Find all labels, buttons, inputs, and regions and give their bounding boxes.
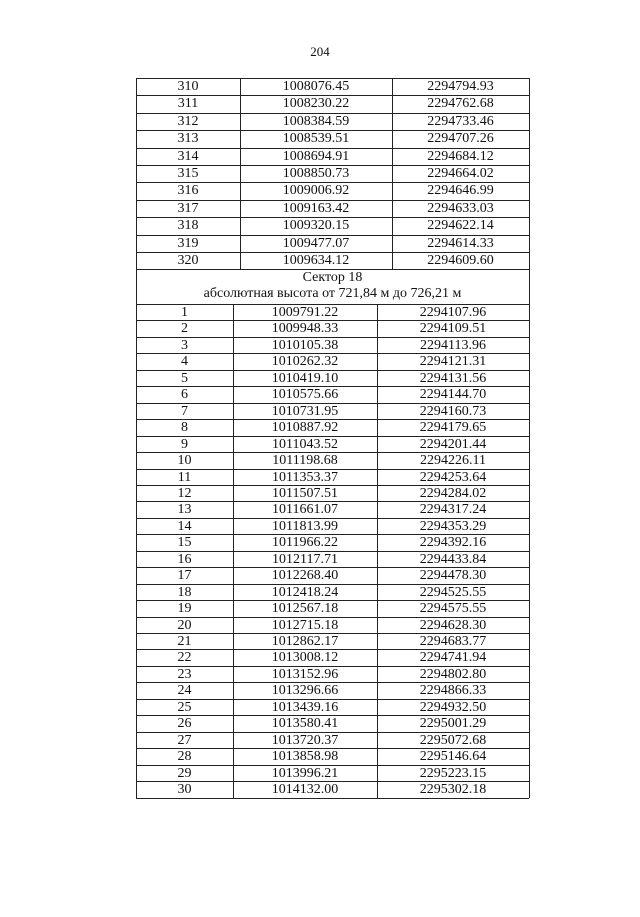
table-rule [136, 798, 529, 799]
cell-point-number: 17 [177, 568, 192, 584]
cell-x-coordinate: 1009948.33 [271, 321, 339, 337]
cell-x-coordinate: 1011966.22 [272, 535, 338, 551]
cell-point-number: 10 [177, 453, 192, 469]
cell-y-coordinate: 2294614.33 [427, 235, 494, 251]
cell-x-coordinate: 1013720.37 [271, 732, 339, 748]
cell-x-coordinate: 1013439.16 [271, 699, 339, 715]
cell-y-coordinate: 2294733.46 [427, 113, 494, 129]
cell-point-number: 25 [177, 699, 192, 715]
cell-y-coordinate: 2294253.64 [419, 469, 487, 485]
cell-x-coordinate: 1010105.38 [271, 337, 339, 353]
cell-x-coordinate: 1011353.37 [272, 469, 338, 485]
cell-point-number: 28 [177, 749, 192, 765]
cell-y-coordinate: 2294179.65 [419, 420, 487, 436]
cell-point-number: 320 [177, 253, 199, 268]
cell-y-coordinate: 2294683.77 [419, 634, 487, 649]
table-column-rule [136, 78, 137, 269]
table-column-rule [377, 304, 378, 798]
table-column-rule [136, 304, 137, 798]
cell-x-coordinate: 1008230.22 [282, 96, 350, 112]
cell-y-coordinate: 2295302.18 [419, 782, 487, 798]
cell-y-coordinate: 2294284.02 [419, 485, 487, 501]
cell-x-coordinate: 1011198.68 [272, 453, 338, 469]
cell-y-coordinate: 2294628.30 [419, 617, 487, 633]
table-column-rule [529, 269, 530, 304]
cell-y-coordinate: 2294392.16 [419, 535, 487, 551]
cell-point-number: 27 [177, 732, 192, 748]
cell-x-coordinate: 1008694.91 [282, 148, 350, 164]
cell-x-coordinate: 1009320.15 [282, 218, 350, 234]
cell-y-coordinate: 2294160.73 [419, 403, 487, 419]
cell-point-number: 313 [177, 131, 199, 147]
cell-point-number: 316 [177, 183, 199, 199]
cell-x-coordinate: 1008850.73 [282, 166, 350, 181]
cell-x-coordinate: 1011813.99 [272, 518, 338, 534]
cell-point-number: 22 [177, 650, 192, 666]
cell-y-coordinate: 2294684.12 [427, 148, 494, 164]
cell-point-number: 2 [181, 321, 188, 337]
cell-x-coordinate: 1014132.00 [271, 782, 339, 798]
cell-point-number: 14 [177, 518, 192, 534]
cell-y-coordinate: 2294664.02 [427, 166, 494, 181]
cell-y-coordinate: 2294866.33 [419, 683, 487, 699]
cell-point-number: 310 [177, 79, 199, 94]
cell-y-coordinate: 2294113.96 [420, 337, 486, 353]
cell-y-coordinate: 2295223.15 [419, 765, 487, 781]
table-column-rule [240, 78, 241, 269]
cell-x-coordinate: 1009634.12 [282, 253, 350, 268]
cell-x-coordinate: 1013152.96 [271, 666, 339, 682]
cell-y-coordinate: 2295146.64 [419, 749, 487, 765]
cell-y-coordinate: 2294317.24 [419, 502, 487, 518]
cell-point-number: 30 [177, 782, 192, 798]
cell-x-coordinate: 1010731.95 [271, 403, 339, 419]
cell-x-coordinate: 1011043.52 [272, 436, 338, 452]
cell-x-coordinate: 1012715.18 [271, 617, 339, 633]
cell-y-coordinate: 2294226.11 [420, 453, 486, 469]
cell-x-coordinate: 1012418.24 [271, 584, 339, 600]
cell-x-coordinate: 1012268.40 [271, 568, 339, 584]
cell-point-number: 15 [177, 535, 192, 551]
cell-y-coordinate: 2294707.26 [427, 131, 494, 147]
cell-point-number: 21 [177, 634, 192, 649]
cell-x-coordinate: 1009791.22 [271, 305, 339, 320]
cell-x-coordinate: 1010887.92 [271, 420, 339, 436]
cell-y-coordinate: 2294353.29 [419, 518, 487, 534]
cell-y-coordinate: 2294622.14 [427, 218, 494, 234]
cell-x-coordinate: 1008539.51 [282, 131, 350, 147]
cell-point-number: 13 [177, 502, 192, 518]
cell-x-coordinate: 1013580.41 [271, 716, 339, 732]
cell-y-coordinate: 2294802.80 [419, 666, 487, 682]
cell-point-number: 18 [177, 584, 192, 600]
cell-x-coordinate: 1010262.32 [271, 354, 339, 370]
cell-y-coordinate: 2294121.31 [419, 354, 487, 370]
table-column-rule [392, 78, 393, 269]
cell-y-coordinate: 2294109.51 [419, 321, 487, 337]
cell-point-number: 312 [177, 113, 199, 129]
cell-y-coordinate: 2294478.30 [419, 568, 487, 584]
cell-point-number: 4 [181, 354, 188, 370]
cell-x-coordinate: 1013858.98 [271, 749, 339, 765]
cell-point-number: 318 [177, 218, 199, 234]
cell-x-coordinate: 1013008.12 [271, 650, 339, 666]
cell-y-coordinate: 2294433.84 [419, 551, 487, 567]
cell-x-coordinate: 1012862.17 [271, 634, 339, 649]
cell-point-number: 319 [177, 235, 199, 251]
page-number: 204 [310, 44, 330, 59]
cell-x-coordinate: 1009163.42 [282, 200, 350, 216]
cell-y-coordinate: 2294646.99 [427, 183, 494, 199]
cell-point-number: 11 [177, 469, 192, 485]
cell-x-coordinate: 1011661.07 [272, 502, 338, 518]
cell-point-number: 1 [181, 305, 188, 320]
cell-point-number: 5 [181, 370, 188, 386]
cell-point-number: 29 [177, 765, 192, 781]
cell-y-coordinate: 2294575.55 [419, 601, 487, 617]
cell-point-number: 16 [177, 551, 192, 567]
cell-x-coordinate: 1012567.18 [271, 601, 339, 617]
cell-x-coordinate: 1010419.10 [271, 370, 339, 386]
cell-point-number: 3 [181, 337, 188, 353]
cell-point-number: 9 [181, 436, 188, 452]
sector-title: Сектор 18 [302, 270, 363, 285]
cell-x-coordinate: 1012117.71 [272, 551, 338, 567]
cell-y-coordinate: 2294932.50 [419, 699, 487, 715]
cell-y-coordinate: 2294144.70 [419, 387, 487, 403]
cell-point-number: 7 [181, 403, 188, 419]
table-column-rule [233, 304, 234, 798]
cell-point-number: 23 [177, 666, 192, 682]
cell-y-coordinate: 2294107.96 [419, 305, 487, 320]
cell-y-coordinate: 2294609.60 [427, 253, 494, 268]
cell-x-coordinate: 1013996.21 [271, 765, 339, 781]
cell-y-coordinate: 2294762.68 [427, 96, 494, 112]
cell-x-coordinate: 1009006.92 [282, 183, 350, 199]
cell-y-coordinate: 2294201.44 [419, 436, 487, 452]
cell-point-number: 19 [177, 601, 192, 617]
table-column-rule [529, 304, 530, 798]
cell-point-number: 20 [177, 617, 192, 633]
cell-y-coordinate: 2294741.94 [419, 650, 487, 666]
cell-point-number: 12 [177, 485, 192, 501]
cell-x-coordinate: 1008076.45 [282, 79, 350, 94]
cell-point-number: 8 [181, 420, 188, 436]
table-column-rule [529, 78, 530, 269]
cell-y-coordinate: 2294633.03 [427, 200, 494, 216]
sector-subtitle: абсолютная высота от 721,84 м до 726,21 м [203, 286, 462, 301]
cell-y-coordinate: 2294525.55 [419, 584, 487, 600]
cell-point-number: 24 [177, 683, 192, 699]
cell-point-number: 315 [177, 166, 199, 181]
cell-point-number: 311 [177, 96, 199, 112]
cell-y-coordinate: 2295072.68 [419, 732, 487, 748]
cell-point-number: 317 [177, 200, 199, 216]
cell-point-number: 314 [177, 148, 199, 164]
cell-x-coordinate: 1013296.66 [271, 683, 339, 699]
cell-y-coordinate: 2295001.29 [419, 716, 487, 732]
cell-x-coordinate: 1011507.51 [272, 485, 338, 501]
cell-x-coordinate: 1008384.59 [282, 113, 350, 129]
cell-point-number: 6 [181, 387, 188, 403]
cell-y-coordinate: 2294131.56 [419, 370, 487, 386]
cell-y-coordinate: 2294794.93 [427, 79, 494, 94]
cell-x-coordinate: 1009477.07 [282, 235, 350, 251]
cell-x-coordinate: 1010575.66 [271, 387, 339, 403]
cell-point-number: 26 [177, 716, 192, 732]
